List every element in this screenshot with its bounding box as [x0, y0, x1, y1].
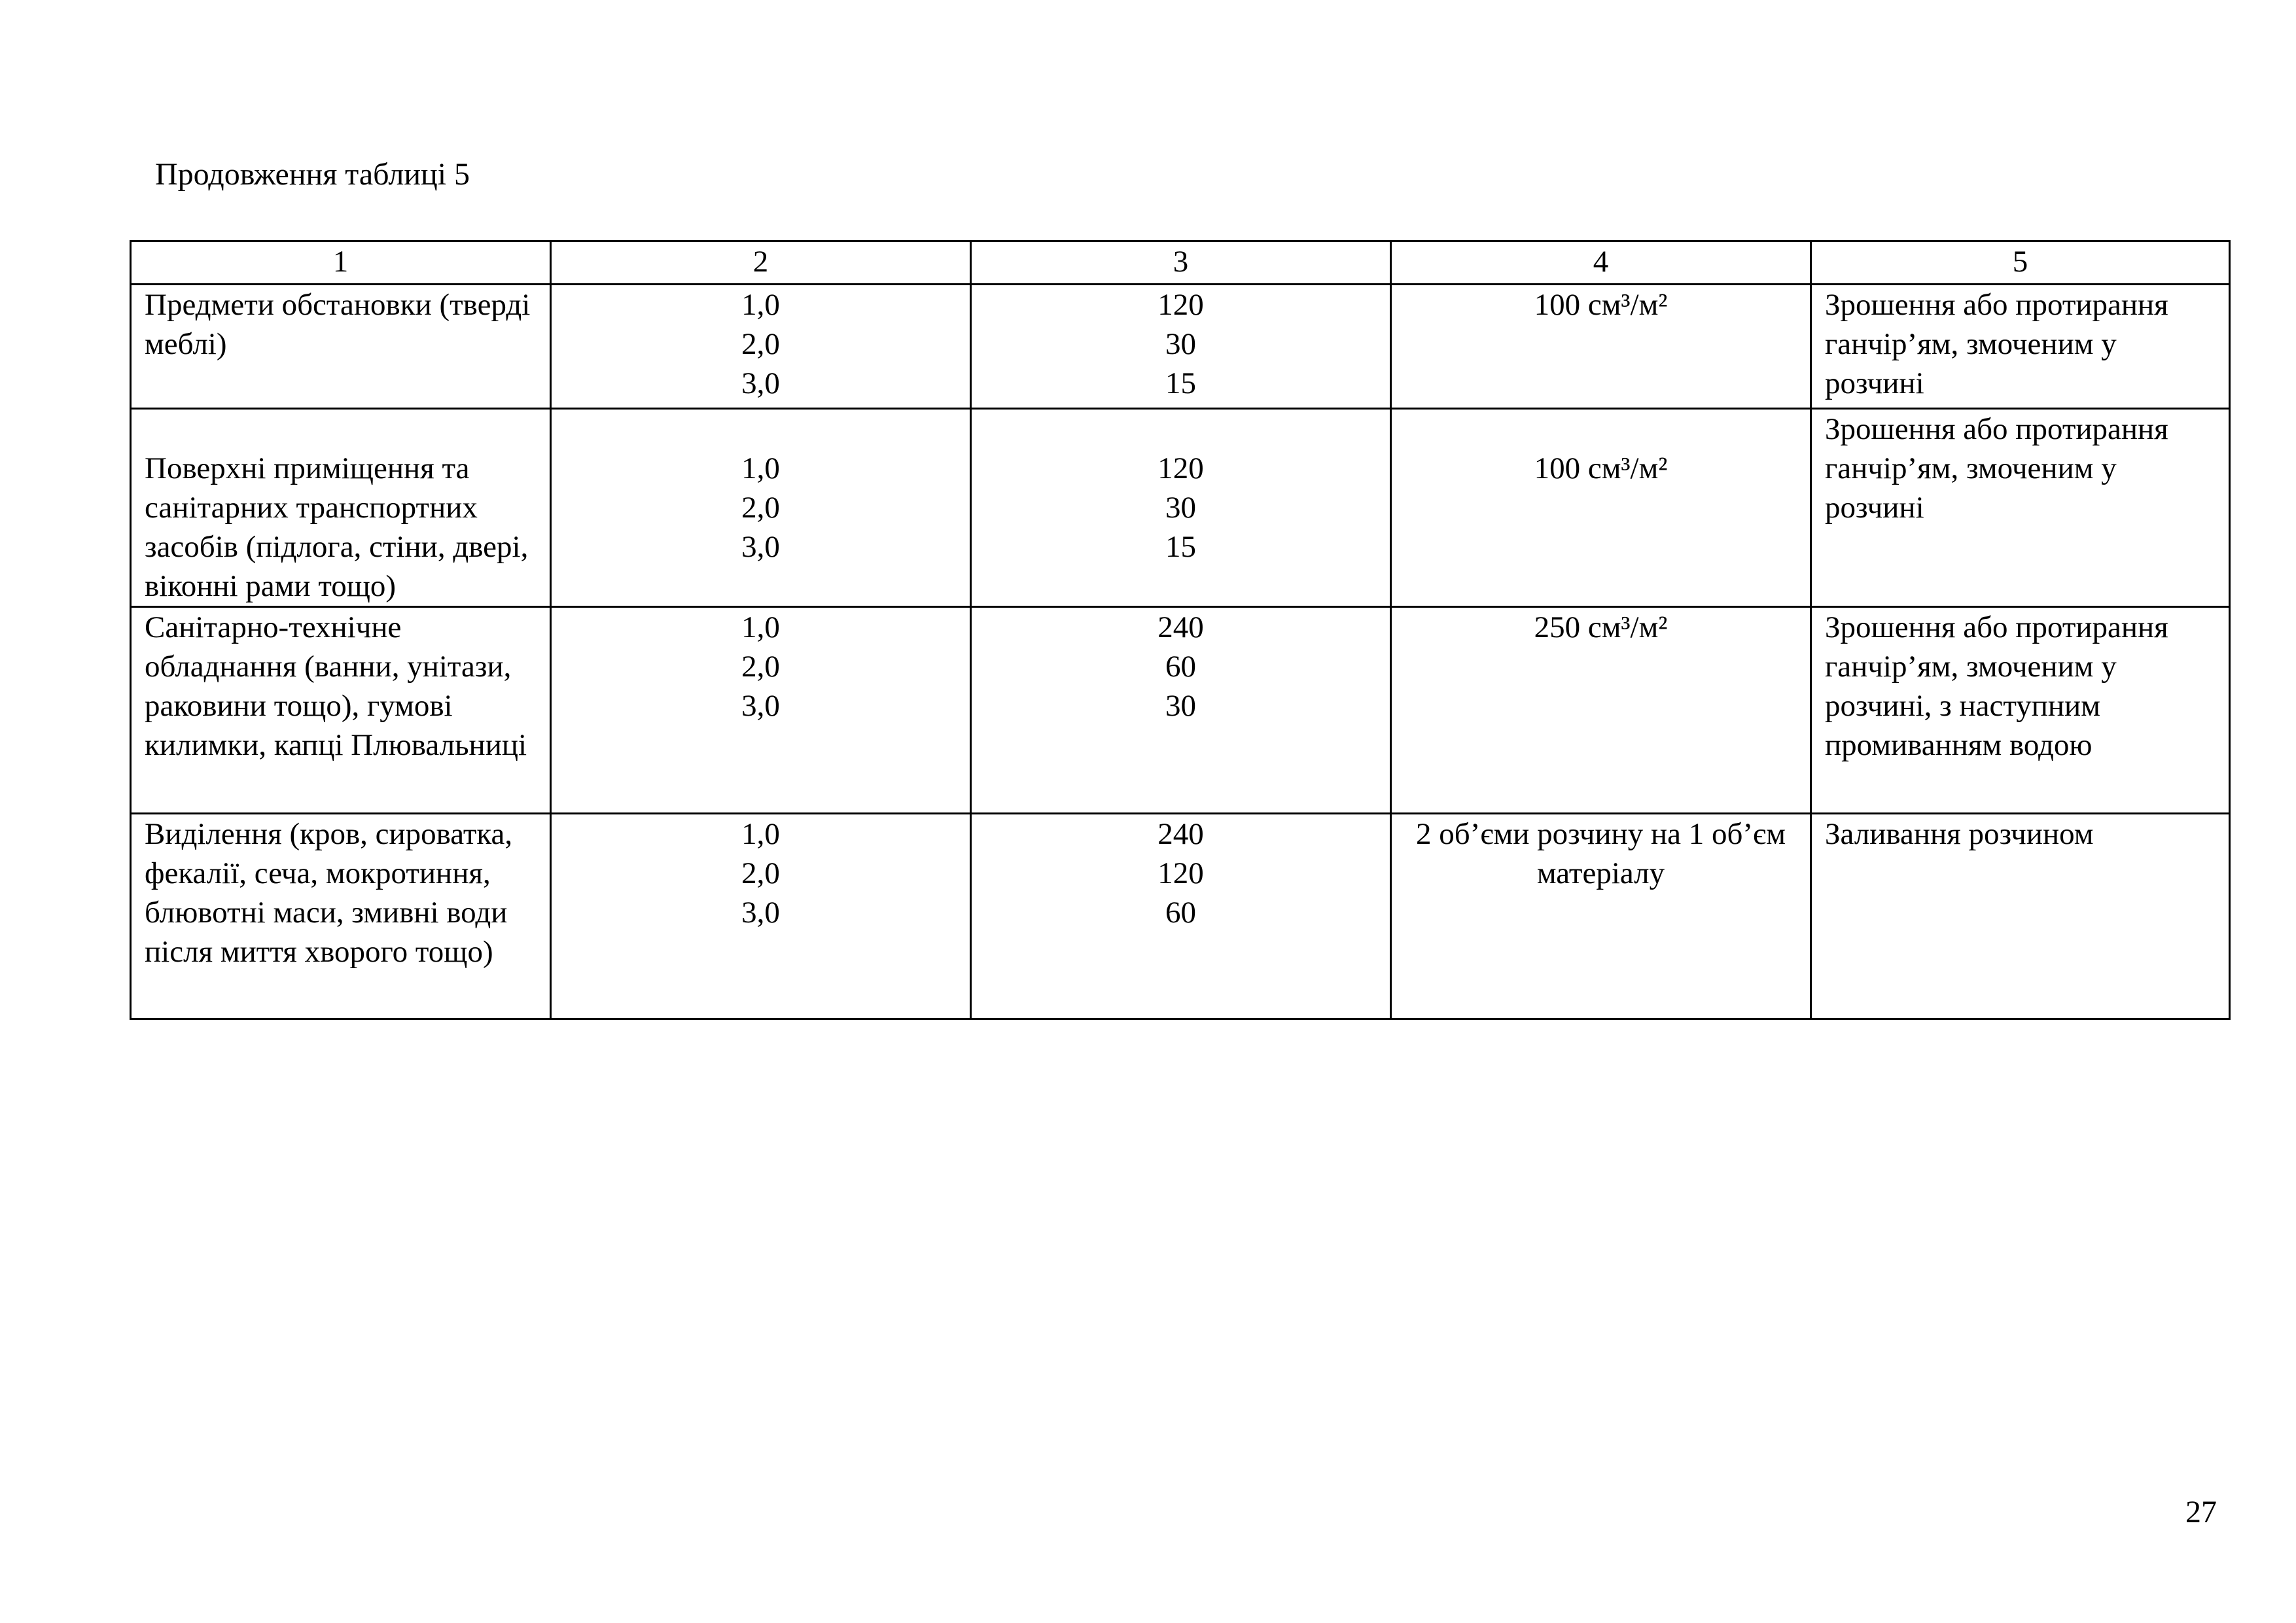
value-line: 1,0	[741, 610, 780, 644]
header-cell-2: 2	[551, 241, 971, 285]
header-cell-3: 3	[971, 241, 1391, 285]
value-line: 1,0	[741, 817, 780, 851]
amount-cell: 100 см³/м²	[1391, 285, 1811, 409]
value-line: 3,0	[741, 896, 780, 930]
table-caption: Продовження таблиці 5	[155, 157, 470, 192]
value-cell-col3	[971, 409, 1391, 607]
object-cell: Виділення (кров, сироватка, фекалії, сеча, мокротиння, блювотні маси, змивні води після миття хворого тощо)	[131, 814, 551, 1019]
value-line: 2,0	[741, 491, 780, 525]
method-cell: Зрошення або протирання ганчір’ям, змоченим у розчині	[1811, 285, 2230, 409]
page-number: 27	[2185, 1495, 2217, 1529]
object-cell: Поверхні приміщення та санітарних транспортних засобів (підлога, стіни, двері, віконні рами тощо)	[131, 409, 551, 607]
value-cell-col2	[551, 814, 971, 1019]
table-row	[131, 409, 2230, 607]
object-cell: Санітарно-технічне обладнання (ванни, унітази, раковини тощо), гумові килимки, капці Плювальниці	[131, 607, 551, 814]
amount-cell: 2 об’єми розчину на 1 об’єм матеріалу	[1391, 814, 1811, 1019]
amount-cell: 250 см³/м²	[1391, 607, 1811, 814]
table-row	[131, 285, 2230, 409]
header-cell-5: 5	[1811, 241, 2230, 285]
header-cell-1: 1	[131, 241, 551, 285]
value-line: 3,0	[741, 366, 780, 400]
value-line: 3,0	[741, 530, 780, 564]
value-line: 30	[1165, 689, 1196, 723]
table-row	[131, 607, 2230, 814]
value-cell-col2	[551, 285, 971, 409]
data-table	[130, 240, 2231, 1020]
value-line: 30	[1165, 327, 1196, 361]
value-cell-col2	[551, 607, 971, 814]
value-line: 120	[1157, 288, 1204, 322]
header-cell-4: 4	[1391, 241, 1811, 285]
value-line: 60	[1165, 650, 1196, 684]
value-line: 2,0	[741, 856, 780, 890]
table-row	[131, 814, 2230, 1019]
value-line: 3,0	[741, 689, 780, 723]
value-line: 15	[1165, 530, 1196, 564]
object-cell: Предмети обстановки (тверді меблі)	[131, 285, 551, 409]
value-cell-col3	[971, 285, 1391, 409]
method-cell: Зрошення або протирання ганчір’ям, змоченим у розчині	[1811, 409, 2230, 607]
value-line: 1,0	[741, 451, 780, 485]
value-line: 240	[1157, 817, 1204, 851]
table-header-row	[131, 241, 2230, 285]
method-cell: Зрошення або протирання ганчір’ям, змоченим у розчині, з наступним промиванням водою	[1811, 607, 2230, 814]
value-cell-col2	[551, 409, 971, 607]
value-line: 240	[1157, 610, 1204, 644]
amount-cell: 100 см³/м²	[1391, 409, 1811, 607]
value-line: 2,0	[741, 650, 780, 684]
value-line: 1,0	[741, 288, 780, 322]
value-cell-col3	[971, 607, 1391, 814]
value-line: 15	[1165, 366, 1196, 400]
value-line: 60	[1165, 896, 1196, 930]
value-cell-col3	[971, 814, 1391, 1019]
value-line: 30	[1165, 491, 1196, 525]
value-line: 120	[1157, 856, 1204, 890]
value-line: 2,0	[741, 327, 780, 361]
value-line: 120	[1157, 451, 1204, 485]
method-cell: Заливання розчином	[1811, 814, 2230, 1019]
